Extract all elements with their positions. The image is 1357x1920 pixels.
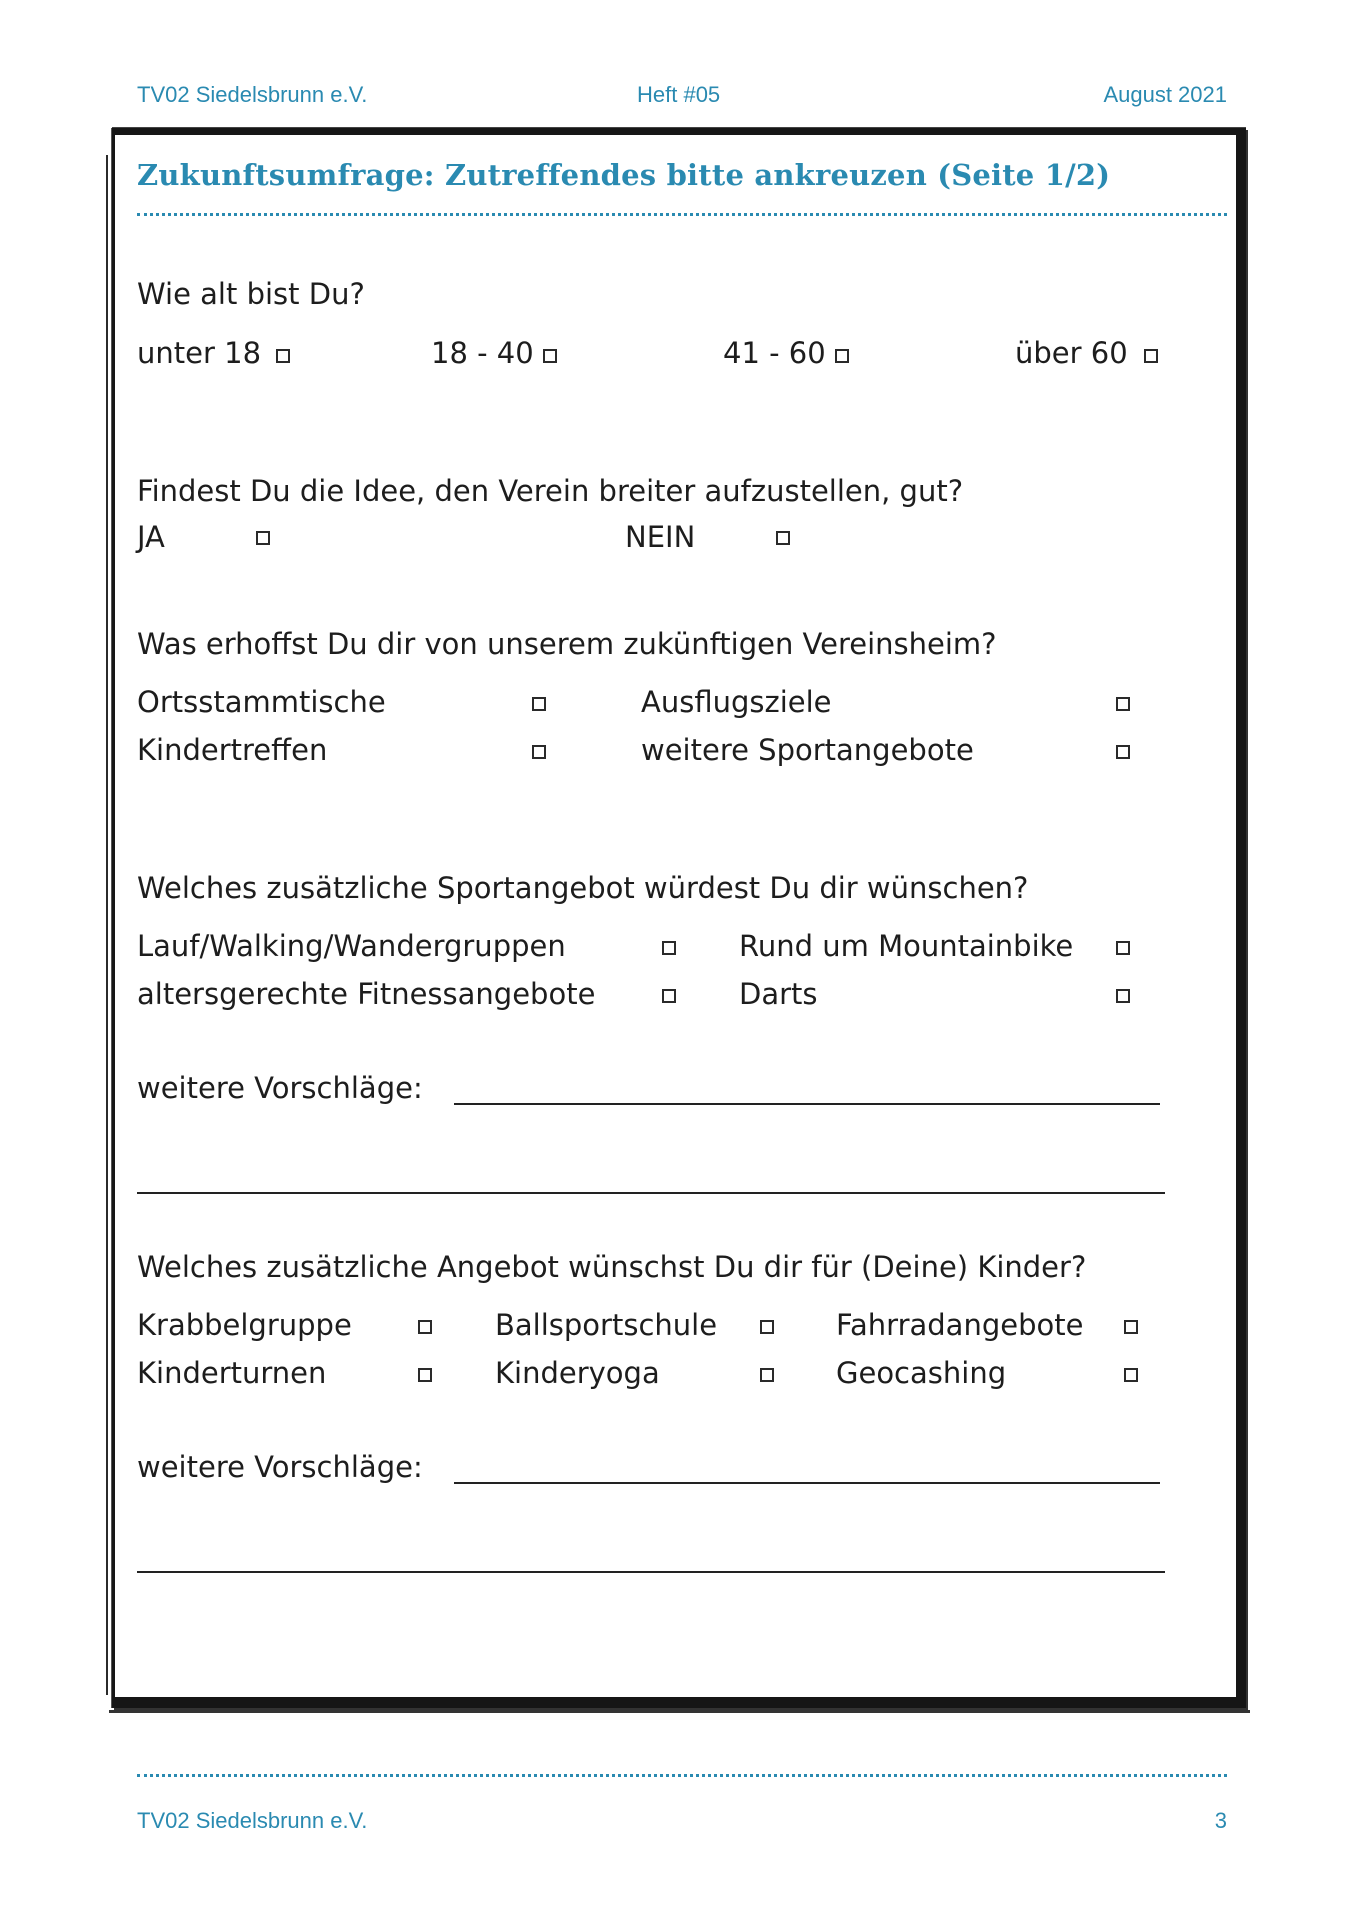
q2-question: Findest Du die Idee, den Verein breiter aufzustellen, gut? <box>137 474 964 508</box>
q5-question: Welches zusätzliche Angebot wünschst Du dir für (Deine) Kinder? <box>137 1250 1087 1284</box>
q4-more-input-line-1[interactable] <box>454 1103 1160 1105</box>
survey-title: Zukunftsumfrage: Zutreffendes bitte ankreuzen (Seite 1/2) <box>137 158 1111 192</box>
q4-option-label: Lauf/Walking/Wandergruppen <box>137 929 566 963</box>
title-divider <box>137 213 1227 216</box>
q1-checkbox-unter-18[interactable] <box>276 349 290 363</box>
q1-checkbox-ueber-60[interactable] <box>1144 349 1158 363</box>
q5-more-label: weitere Vorschläge: <box>137 1450 423 1484</box>
q5-more-input-line-2[interactable] <box>137 1571 1165 1573</box>
q4-question: Welches zusätzliche Sportangebot würdest Du dir wünschen? <box>137 871 1029 905</box>
header-date: August 2021 <box>1103 82 1227 107</box>
q5-option-label: Fahrradangebote <box>836 1308 1084 1342</box>
q1-checkbox-18-40[interactable] <box>543 349 557 363</box>
page-number: 3 <box>1214 1808 1227 1833</box>
q3-option-label: Ausflugsziele <box>641 685 832 719</box>
q2-checkbox-ja[interactable] <box>256 531 270 545</box>
header-issue: Heft #05 <box>637 82 721 107</box>
q4-checkbox-mountainbike[interactable] <box>1116 941 1130 955</box>
q1-option-label: unter 18 <box>137 336 262 370</box>
q5-checkbox-kinderyoga[interactable] <box>760 1368 774 1382</box>
q3-checkbox-ausflugsziele[interactable] <box>1116 697 1130 711</box>
q5-option-label: Geocashing <box>836 1356 1007 1390</box>
header-club-name: TV02 Siedelsbrunn e.V. <box>137 82 368 107</box>
q3-question: Was erhoffst Du dir von unserem zukünftigen Vereinsheim? <box>137 627 997 661</box>
q5-more-input-line-1[interactable] <box>454 1482 1160 1484</box>
footer-club-name: TV02 Siedelsbrunn e.V. <box>137 1808 368 1833</box>
q3-option-label: Ortsstammtische <box>137 685 386 719</box>
q4-more-input-line-2[interactable] <box>137 1192 1165 1194</box>
q1-question: Wie alt bist Du? <box>137 277 365 311</box>
q1-option-label: 18 - 40 <box>431 336 534 370</box>
q3-option-label: Kindertreffen <box>137 733 328 767</box>
q5-option-label: Kinderturnen <box>137 1356 327 1390</box>
q4-option-label: altersgerechte Fitnessangebote <box>137 977 596 1011</box>
q3-checkbox-ortsstammtische[interactable] <box>532 697 546 711</box>
q5-checkbox-ballsportschule[interactable] <box>760 1320 774 1334</box>
q5-checkbox-krabbelgruppe[interactable] <box>418 1320 432 1334</box>
q1-option-label: über 60 <box>1015 336 1128 370</box>
q3-checkbox-kindertreffen[interactable] <box>532 745 546 759</box>
q4-checkbox-darts[interactable] <box>1116 989 1130 1003</box>
q5-checkbox-fahrradangebote[interactable] <box>1124 1320 1138 1334</box>
q2-option-label: JA <box>137 520 165 554</box>
page-footer <box>137 1808 1227 1838</box>
q5-option-label: Ballsportschule <box>495 1308 718 1342</box>
q1-checkbox-41-60[interactable] <box>835 349 849 363</box>
q3-option-label: weitere Sportangebote <box>641 733 974 767</box>
q5-option-label: Krabbelgruppe <box>137 1308 352 1342</box>
q4-more-label: weitere Vorschläge: <box>137 1071 423 1105</box>
page-header <box>137 82 1227 112</box>
q2-option-label: NEIN <box>625 520 696 554</box>
q5-checkbox-geocashing[interactable] <box>1124 1368 1138 1382</box>
q4-checkbox-fitnessangebote[interactable] <box>662 989 676 1003</box>
q3-checkbox-weitere-sportangebote[interactable] <box>1116 745 1130 759</box>
q4-checkbox-lauf-walking[interactable] <box>662 941 676 955</box>
q5-option-label: Kinderyoga <box>495 1356 660 1390</box>
q5-checkbox-kinderturnen[interactable] <box>418 1368 432 1382</box>
q2-checkbox-nein[interactable] <box>776 531 790 545</box>
footer-divider <box>137 1774 1227 1777</box>
q4-option-label: Rund um Mountainbike <box>739 929 1074 963</box>
q4-option-label: Darts <box>739 977 818 1011</box>
q1-option-label: 41 - 60 <box>723 336 826 370</box>
